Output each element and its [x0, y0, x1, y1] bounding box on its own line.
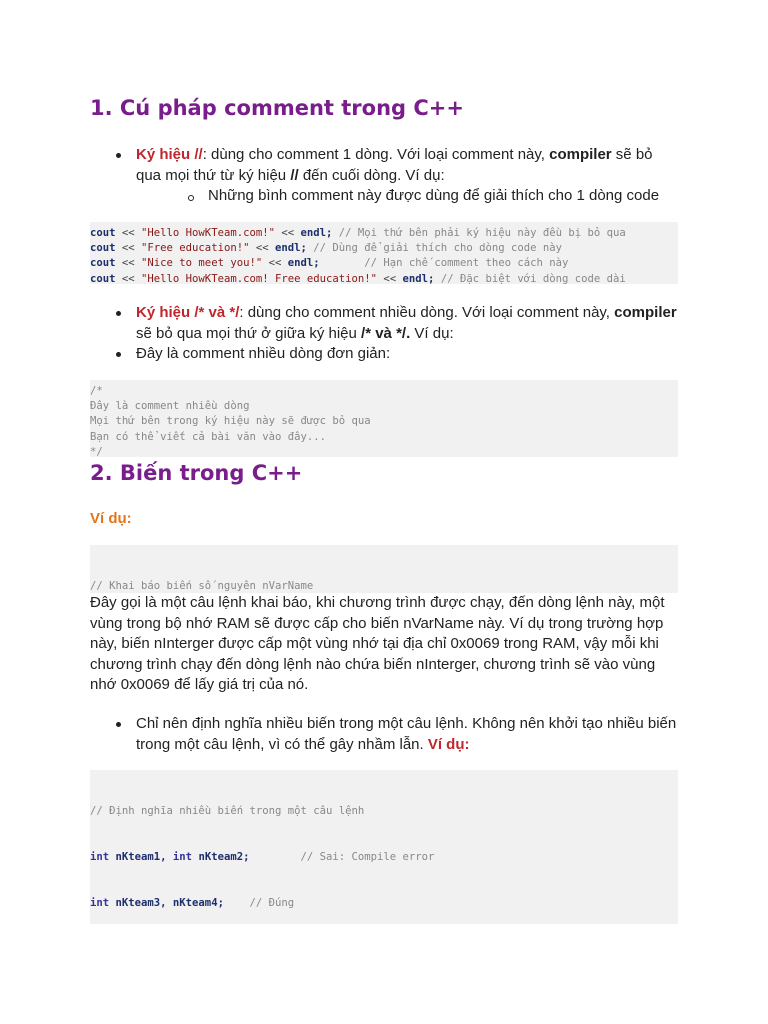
bullet-text: sẽ bỏ qua mọi thứ từ ký hiệu [136, 146, 653, 184]
colon: : [239, 304, 244, 321]
sub-bullet-text: Những bình comment này được dùng để giải thích cho 1 dòng code [208, 187, 660, 204]
code-operator: << [115, 257, 142, 270]
code-line [90, 896, 678, 911]
slashes-symbol: // [290, 166, 299, 184]
bullet-multi-line-comment [90, 303, 680, 344]
code-comment: // Mọi thứ bên phải ký hiệu này đều bị bỏ qua [332, 227, 626, 239]
code-operator: << [274, 227, 301, 239]
code-function: cout [90, 242, 116, 255]
code-keyword: int [90, 851, 110, 863]
code-keyword: int [172, 851, 193, 863]
code-identifier: nKteam2; [192, 851, 250, 863]
code-operator: << [115, 272, 142, 284]
code-comment: Đây là comment nhiều dòng [90, 400, 250, 413]
bullet-multi-line-simple [90, 344, 680, 365]
code-operator: << [377, 272, 403, 284]
declaration-explanation: Đây gọi là một câu lệnh khai báo, khi chương trình được chạy, đến dòng lệnh này, một vùng trong bộ nhớ RAM sẽ được cấp cho biến nVarName này. Ví dụ trong trường hợp này, biến nInterger được cấp một vùng nhớ tại địa chỉ 0x0069 trong RAM, vậy mỗi khi chương trình chạy đến dòng lệnh nào chứa biến nInterger, chương trình sẽ vào vùng nhớ 0x0069 để lấy giá trị của nó. [90, 594, 665, 693]
code-identifier: endl; [300, 227, 333, 239]
bullet-text: Đây là comment nhiều dòng đơn giản: [136, 345, 391, 362]
code-comment: */ [90, 445, 103, 457]
section-1-bullets-a [90, 145, 680, 207]
code-operator: << [115, 242, 142, 255]
code-identifier: endl; [402, 272, 435, 284]
code-line [90, 241, 678, 256]
bullet-text: sẽ bỏ qua mọi thứ ở giữa ký hiệu [136, 324, 362, 342]
code-identifier: nKteam1, [109, 851, 173, 863]
compiler-word: compiler [549, 146, 612, 163]
sub-bullet-circle [188, 195, 194, 201]
bullet-single-line-comment [90, 145, 680, 186]
bullet-define-multiple-variables [90, 714, 680, 755]
code-function: cout [90, 257, 116, 270]
code-line [90, 256, 678, 271]
code-line [90, 226, 678, 241]
bullet-dot [116, 153, 121, 158]
bullet-text: đến cuối dòng. Ví dụ: [298, 166, 445, 184]
code-function: cout [90, 227, 116, 239]
bullet-text: Chỉ nên định nghĩa nhiều biến trong một câu lệnh. Không nên khởi tạo nhiều biến trong một câu lệnh, vì có thể gây nhầm lẫn. [136, 715, 677, 753]
code-function: cout [90, 272, 116, 284]
section-2-bullets [90, 714, 680, 755]
code-keyword: int [90, 896, 110, 909]
code-identifier: endl; [287, 257, 320, 270]
code-comment: // Dùng để giải thích cho dòng code này [306, 242, 562, 255]
bullet-dot [116, 352, 121, 357]
bullet-text: dùng cho comment 1 dòng. Với loại comment này, [206, 146, 550, 163]
code-string: "Free education!" [141, 242, 250, 255]
code-comment: // Sai: Compile error [249, 851, 435, 863]
code-operator: << [262, 257, 288, 270]
bullet-text: dùng cho comment nhiều dòng. Với loại comment này, [243, 304, 615, 321]
slash-star-symbols: /* và */. [361, 324, 411, 342]
colon: : [202, 146, 207, 163]
code-comment: // Đúng [223, 896, 295, 909]
section-2-title: 2. Biến trong C++ [90, 461, 303, 485]
example-label: Ví dụ: [90, 510, 132, 527]
sub-bullet [90, 186, 680, 207]
code-string: "Hello HowKTeam.com! Free education!" [141, 272, 378, 284]
bullet-dot [116, 722, 121, 727]
compiler-word: compiler [614, 304, 677, 321]
code-block-multi-line-comment [90, 380, 678, 457]
code-block-variable-declaration [90, 545, 678, 593]
example-inline-label: Ví dụ: [427, 735, 470, 753]
code-comment: Mọi thứ bên trong ký hiệu này sẽ được bỏ qua [90, 415, 371, 428]
term-slash-star: Ký hiệu /* và */ [136, 304, 240, 321]
code-comment: Bạn có thể viết cả bài văn vào đây... [90, 430, 326, 443]
code-comment: // Định nghĩa nhiều biến trong một câu lệnh [90, 805, 365, 818]
code-operator: << [249, 242, 275, 255]
bullet-dot [116, 311, 121, 316]
code-identifier: nKteam3, nKteam4; [109, 896, 224, 909]
code-operator: << [115, 227, 142, 239]
code-string: "Hello HowKTeam.com!" [141, 227, 275, 239]
code-comment: // Đặc biệt với dòng code dài [434, 272, 626, 284]
code-string: "Nice to meet you!" [141, 257, 263, 270]
code-line [90, 850, 678, 865]
section-1-bullets-b [90, 303, 680, 365]
code-block-single-line-comments [90, 222, 678, 284]
term-double-slash: Ký hiệu // [136, 146, 203, 163]
code-block-multiple-definitions [90, 770, 678, 924]
section-1-title: 1. Cú pháp comment trong C++ [90, 96, 464, 120]
bullet-text: Ví dụ: [410, 324, 454, 342]
code-comment: // Khai báo biến số nguyên nVarName [90, 580, 314, 593]
code-comment: // Hạn chế comment theo cách này [319, 257, 569, 270]
code-identifier: endl; [274, 242, 307, 255]
code-line [90, 272, 678, 284]
code-comment: /* [90, 385, 103, 397]
